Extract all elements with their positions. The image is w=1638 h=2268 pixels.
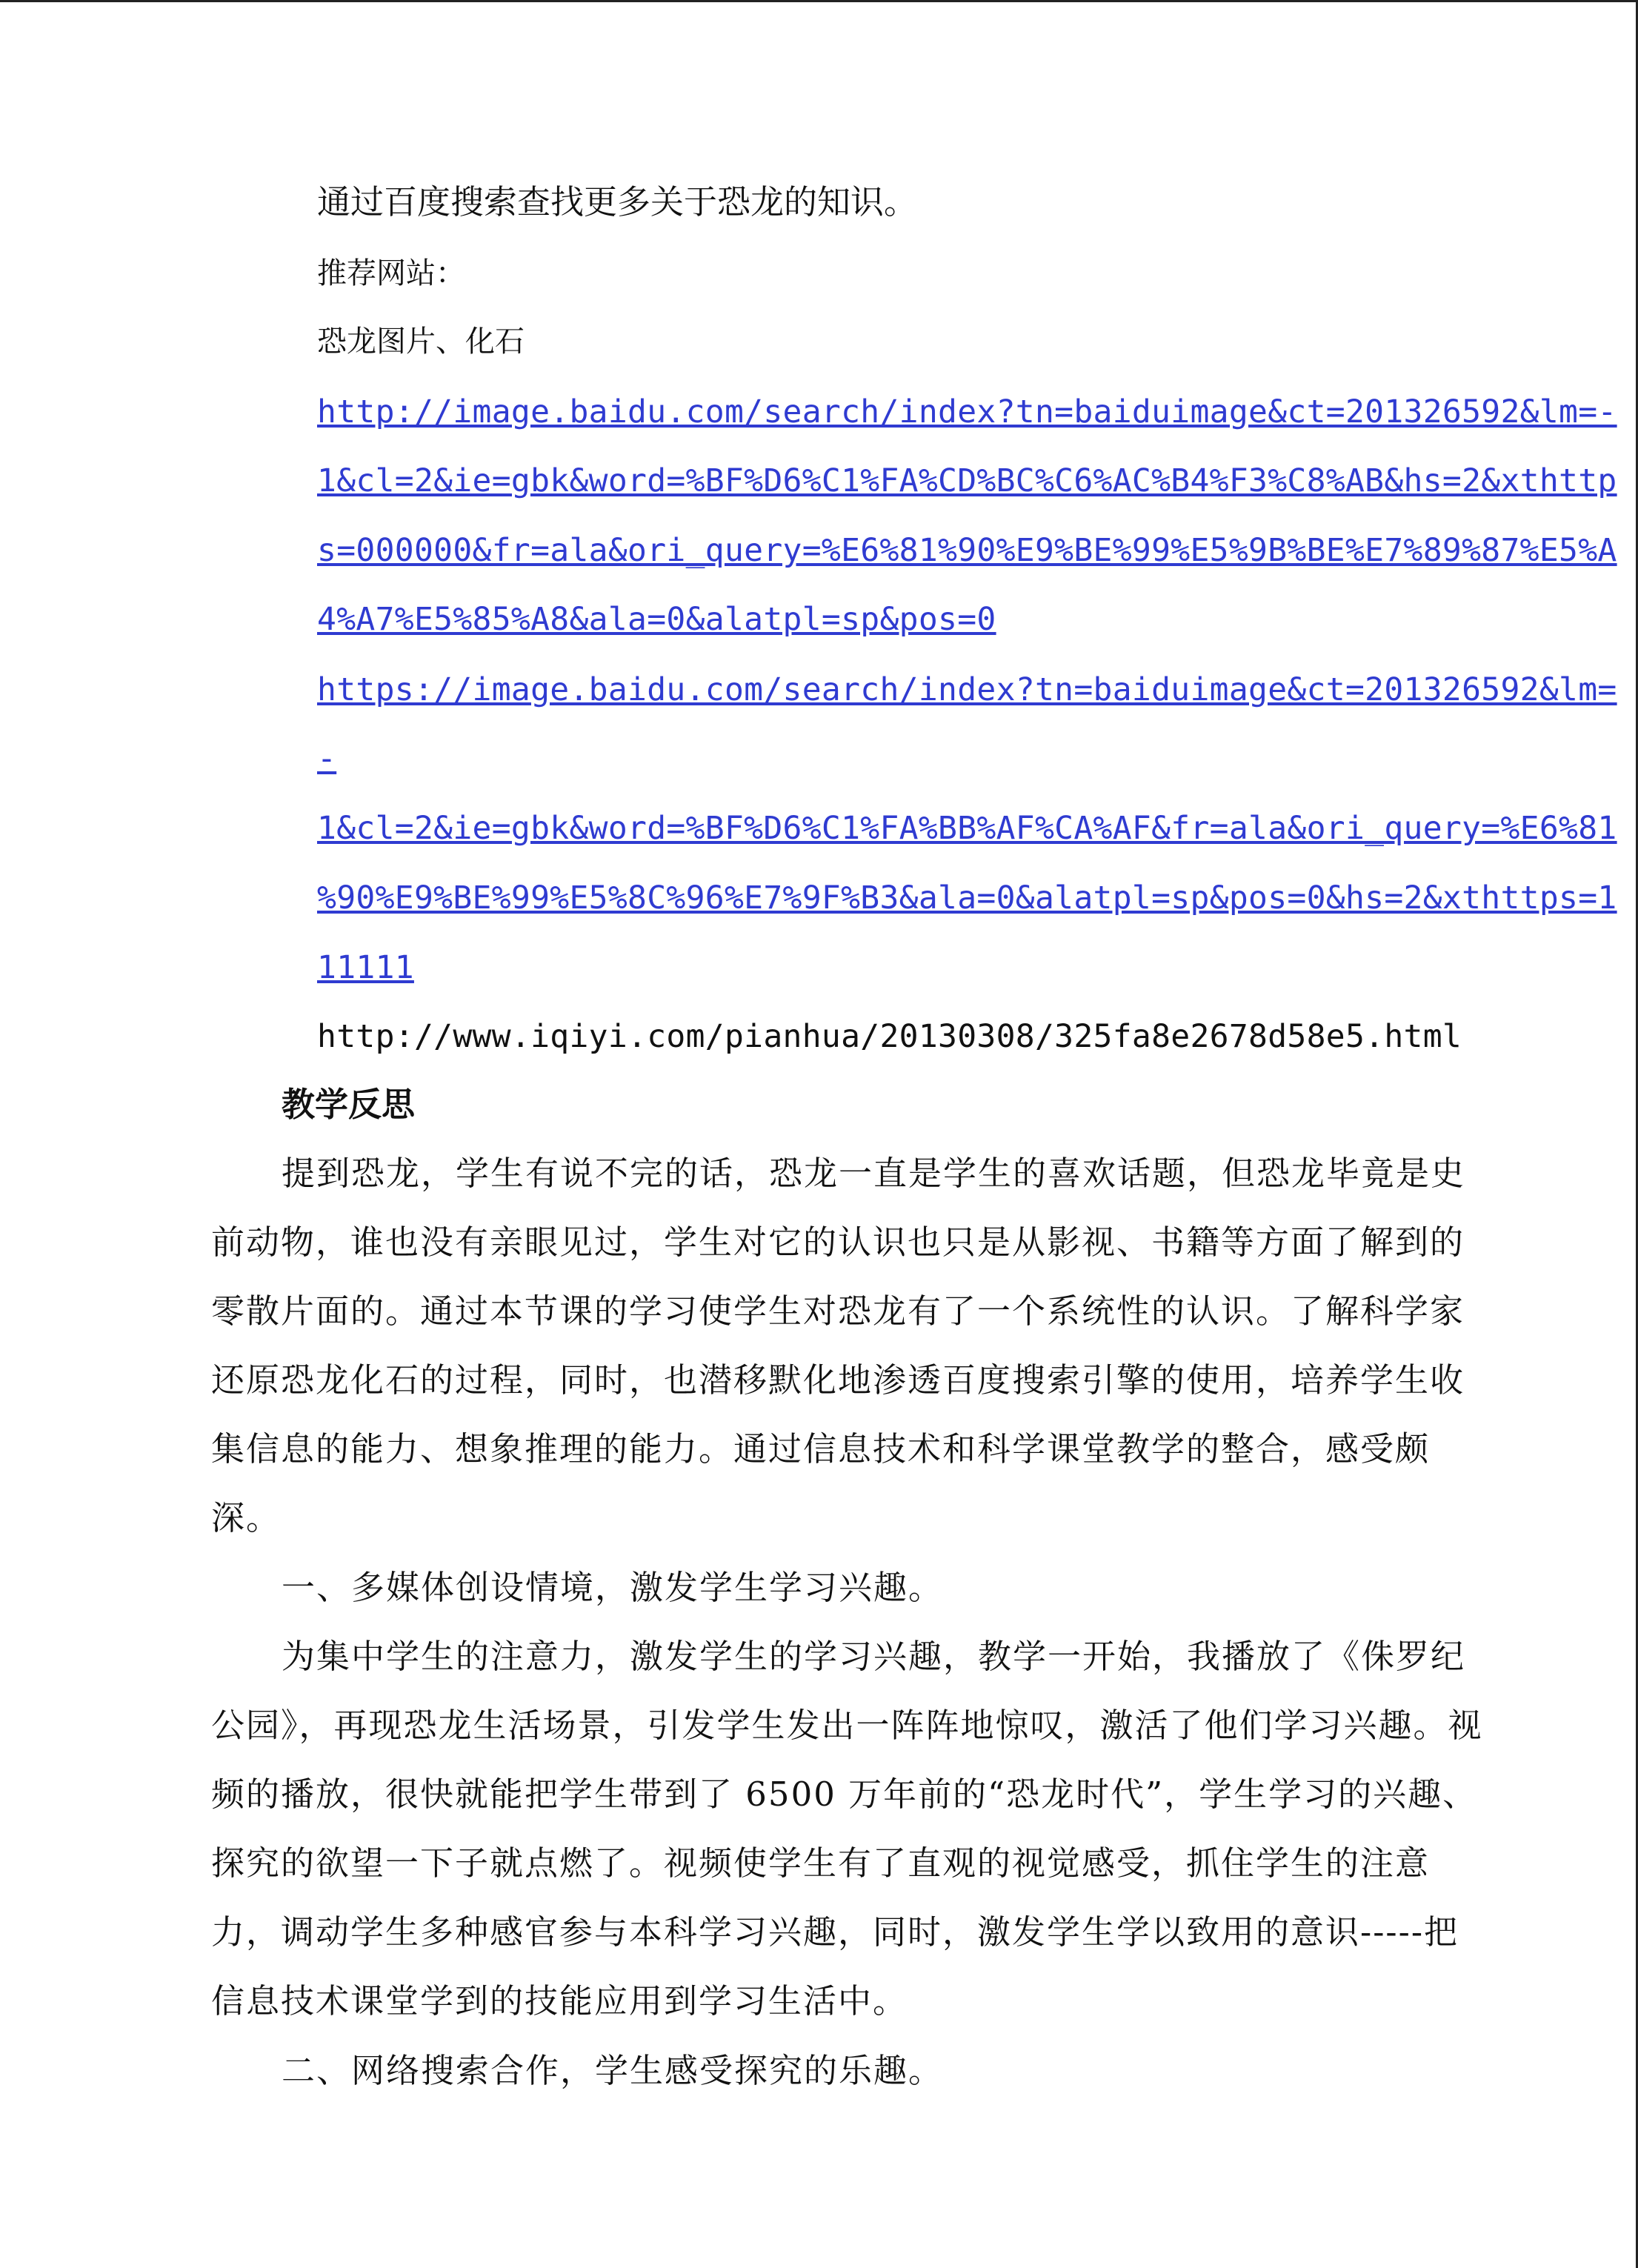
paragraph-line: 信息技术课堂学到的技能应用到学习生活中。 [211,1981,908,2021]
paragraph-line: 集信息的能力、想象推理的能力。通过信息技术和科学课堂教学的整合，感受颇 [211,1429,1431,1469]
paragraph-line: 零散片面的。通过本节课的学习使学生对恐龙有了一个系统性的认识。了解科学家 [211,1291,1465,1331]
paragraph-line: 提到恐龙，学生有说不完的话，恐龙一直是学生的喜欢话题，但恐龙毕竟是史 [282,1154,1466,1193]
link-dinosaur-images-line-3[interactable]: s=000000&fr=ala&ori_query=%E6%81%90%E9%BE%99%E5%9B%BE%E7%89%87%E5%A [317,532,1617,569]
link-fossils-line-3[interactable]: 1&cl=2&ie=gbk&word=%BF%D6%C1%FA%BB%AF%CA%AF&fr=ala&ori_query=%E6%81 [317,810,1617,847]
link-dinosaur-images-line-1[interactable]: http://image.baidu.com/search/index?tn=baiduimage&ct=201326592&lm=- [317,393,1617,430]
section-title-web-search: 二、网络搜索合作，学生感受探究的乐趣。 [282,2051,944,2090]
paragraph-line: 探究的欲望一下子就点燃了。视频使学生有了直观的视觉感受，抓住学生的注意 [211,1843,1431,1883]
link-fossils-line-4[interactable]: %90%E9%BE%99%E5%8C%96%E7%9F%B3&ala=0&alatpl=sp&pos=0&hs=2&xthttps=1 [317,879,1617,917]
paragraph-line: 公园》，再现恐龙生活场景，引发学生发出一阵阵地惊叹，激活了他们学习兴趣。视 [211,1706,1483,1745]
recommend-label: 推荐网站： [317,256,465,290]
paragraph-line: 为集中学生的注意力，激发学生的学习兴趣，教学一开始，我播放了《侏罗纪 [282,1637,1466,1676]
section-title-multimedia: 一、多媒体创设情境，激发学生学习兴趣。 [282,1568,944,1607]
paragraph-line: 频的播放，很快就能把学生带到了 6500 万年前的“恐龙时代”，学生学习的兴趣、 [211,1775,1478,1814]
paragraph-line: 力，调动学生多种感官参与本科学习兴趣，同时，激发学生学以致用的意识-----把 [211,1912,1459,1952]
paragraph-line: 深。 [211,1498,282,1537]
link-fossils-line-1[interactable]: https://image.baidu.com/search/index?tn=baiduimage&ct=201326592&lm= [317,671,1617,708]
link-dinosaur-images-line-2[interactable]: 1&cl=2&ie=gbk&word=%BF%D6%C1%FA%CD%BC%C6%AC%B4%F3%C8%AB&hs=2&xthttp [317,462,1617,499]
search-instruction: 通过百度搜索查找更多关于恐龙的知识。 [317,182,918,222]
section-heading-reflection: 教学反思 [282,1085,416,1124]
link-fossils-line-2[interactable]: - [317,740,337,777]
paragraph-line: 前动物，谁也没有亲眼见过，学生对它的认识也只是从影视、书籍等方面了解到的 [211,1223,1465,1262]
category-label: 恐龙图片、化石 [317,325,525,359]
link-iqiyi-video: http://www.iqiyi.com/pianhua/20130308/325fa8e2678d58e5.html [317,1018,1462,1055]
link-dinosaur-images-line-4[interactable]: 4%A7%E5%85%A8&ala=0&alatpl=sp&pos=0 [317,601,996,638]
paragraph-line: 还原恐龙化石的过程，同时，也潜移默化地渗透百度搜索引擎的使用，培养学生收 [211,1360,1465,1400]
link-fossils-line-5[interactable]: 11111 [317,949,414,986]
